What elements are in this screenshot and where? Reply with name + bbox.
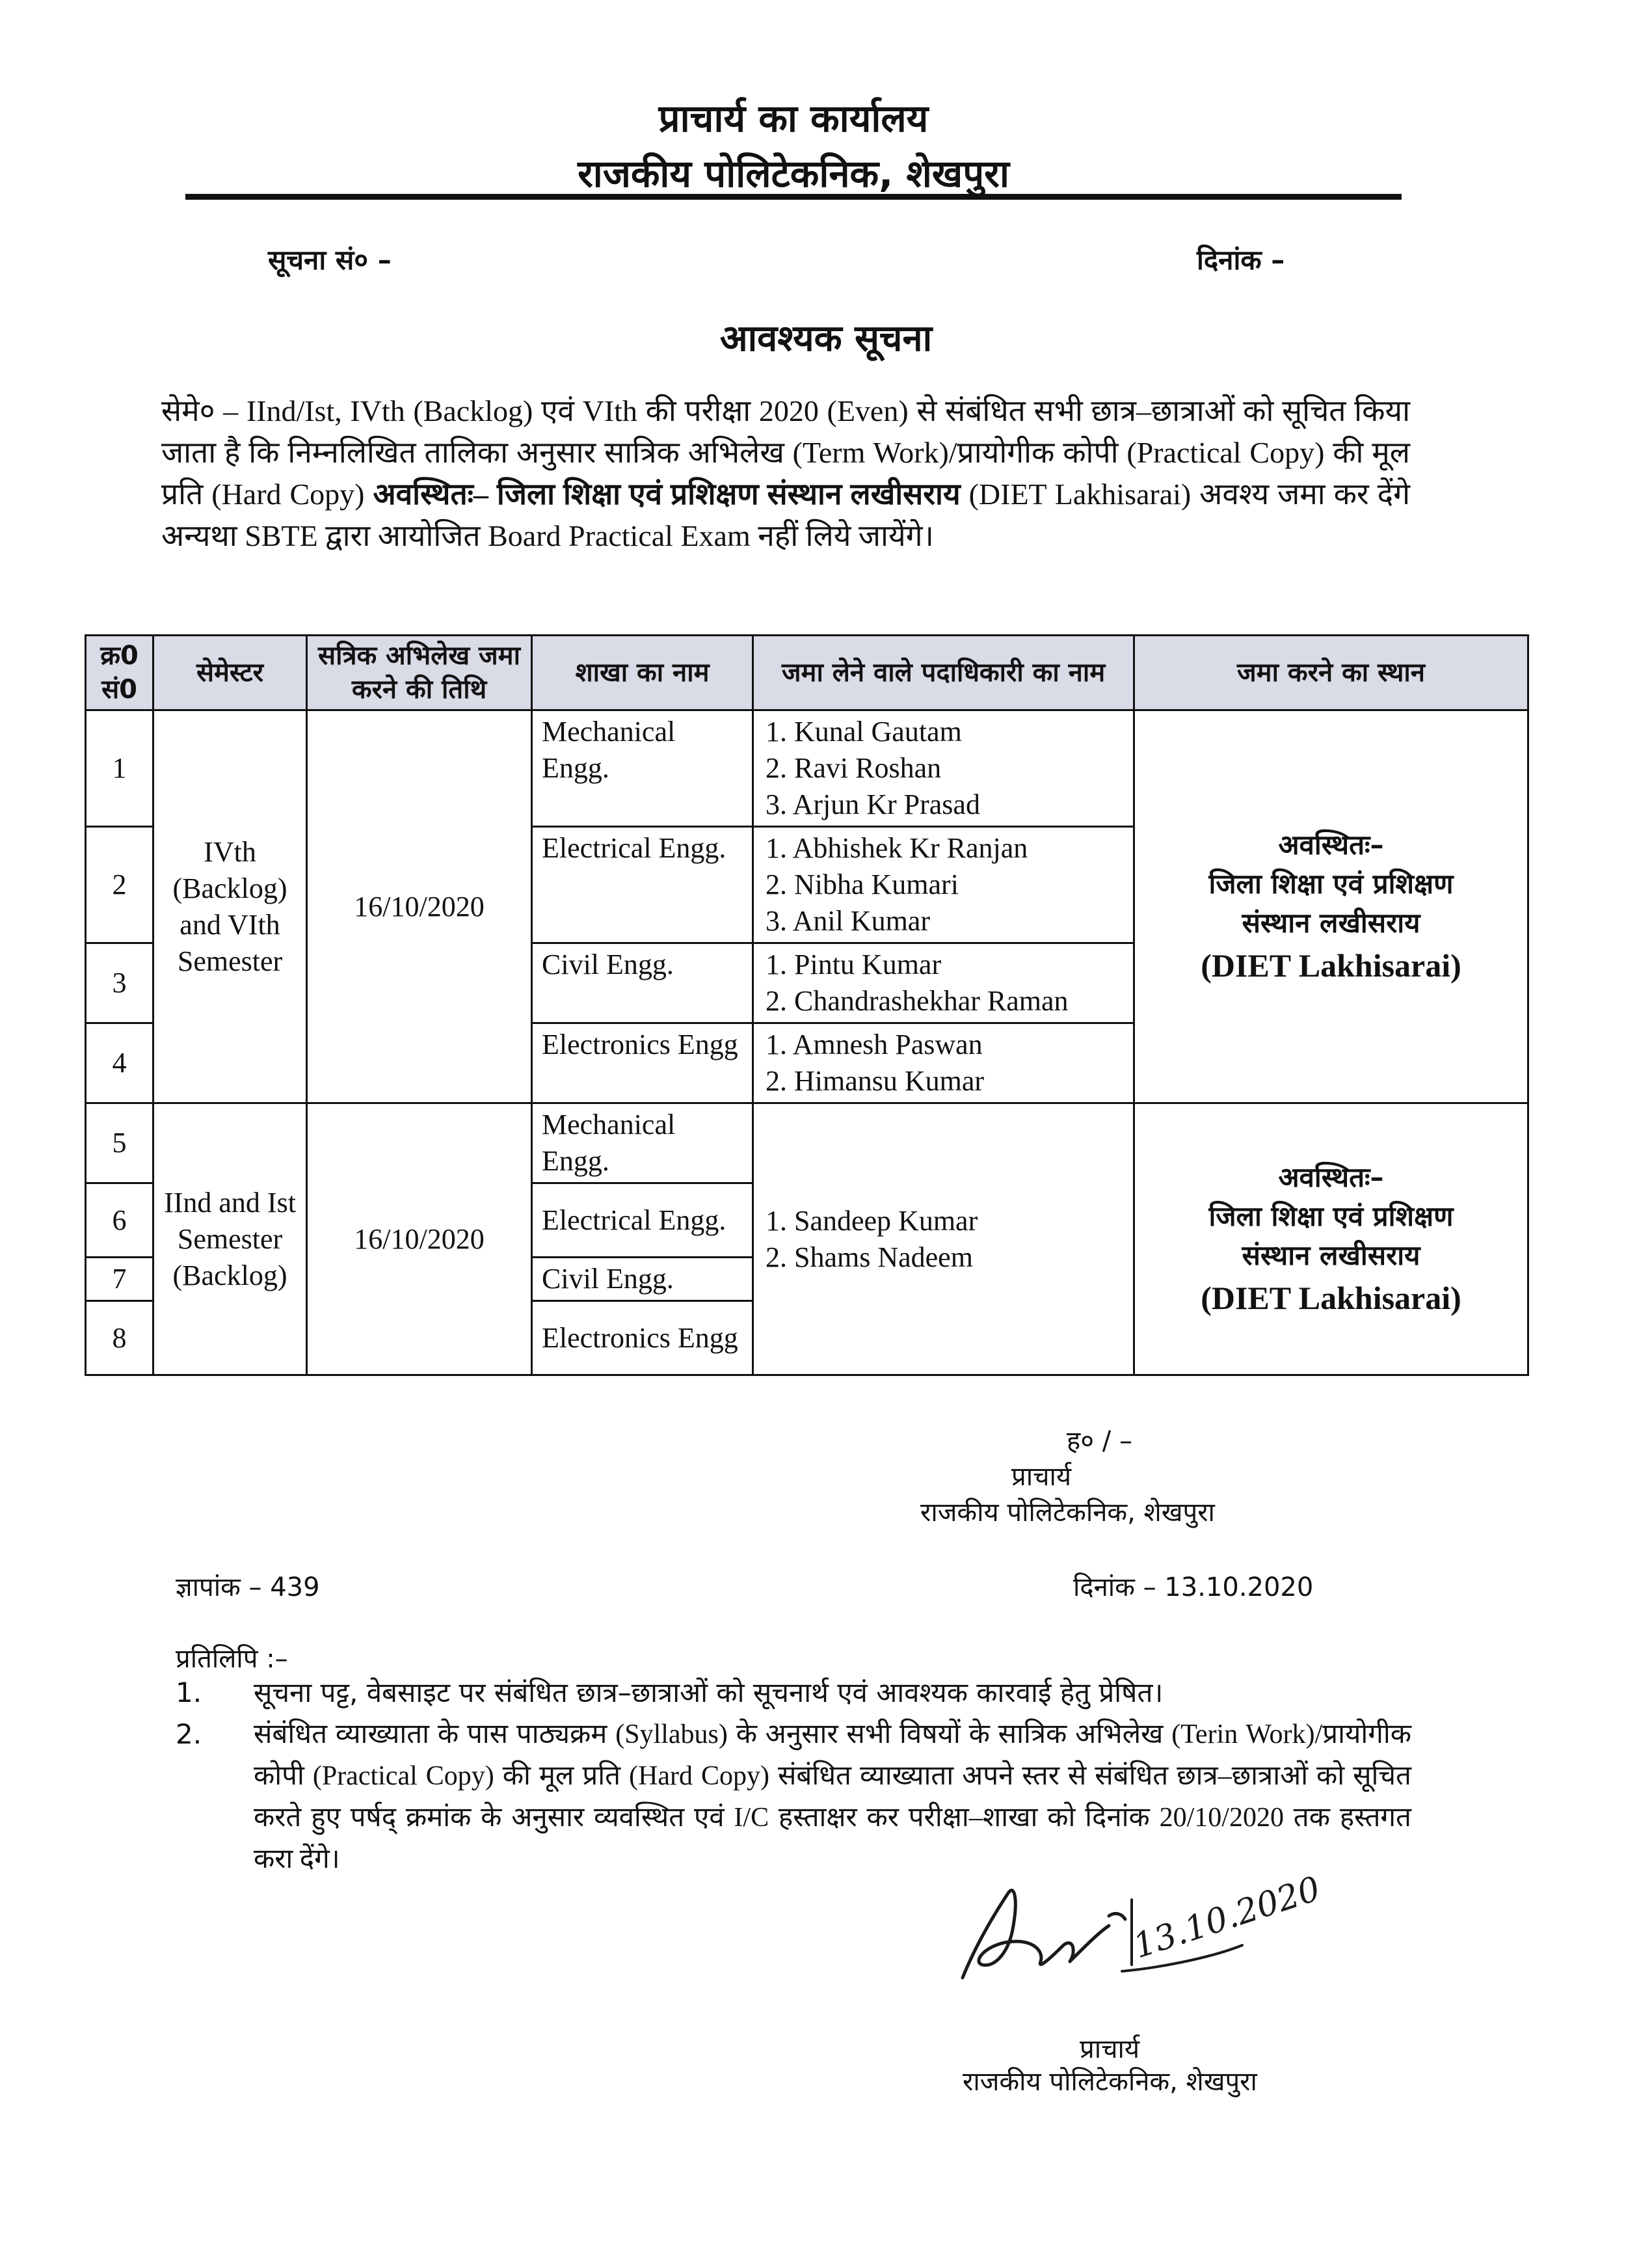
- header-place: जमा करने का स्थान: [1134, 636, 1528, 710]
- official-name: 3. Arjun Kr Prasad: [766, 788, 980, 820]
- header-rule: [185, 194, 1402, 200]
- intro-text-1: सेमे० – IInd/Ist, IVth (Backlog) एवं VIth की परीक्षा 2020 (Even) से संबंधित सभी छात्र–छात्राओं को सूचित किया जाता है कि निम्नलिखित तालिका अनुसार सात्रिक अभिलेख (Term Work)/प्रायोगीक कोपी (Practical Copy) की मूल प्रति (Hard Copy): [161, 394, 1410, 511]
- notice-heading: आवश्यक सूचना: [719, 317, 933, 360]
- list-item-text: संबंधित व्याख्याता के पास पाठ्यक्रम (Syllabus) के अनुसार सभी विषयों के सात्रिक अभिलेख (Terin Work)/प्रायोगीक कोपी (Practical Copy) की मूल प्रति (Hard Copy) संबंधित व्याख्याता अपने स्तर से संबंधित छात्र–छात्राओं को सूचित करते हुए पर्षद् क्रमांक के अनुसार व्यवस्थित एवं I/C हस्ताक्षर कर परीक्षा–शाखा को दिनांक 20/10/2020 तक हस्तगत करा देंगे।: [254, 1719, 1411, 1874]
- official-name: 2. Shams Nadeem: [766, 1241, 973, 1273]
- place-institute-town: संस्थान लखीसराय: [1242, 1239, 1420, 1271]
- branch-cell: Mechanical Engg.: [532, 710, 753, 827]
- official-name: 2. Nibha Kumari: [766, 869, 959, 900]
- officials-cell: [753, 1023, 1134, 1103]
- serial-number: 2: [86, 827, 153, 943]
- memo-number: ज्ञापांक – 439: [176, 1572, 320, 1602]
- semester-cell: IInd and Ist Semester (Backlog): [153, 1103, 307, 1375]
- handwritten-date: 13.10.2020: [1128, 1869, 1326, 1967]
- officials-cell: [753, 1103, 1134, 1375]
- place-location-label: अवस्थितः–: [1278, 828, 1384, 861]
- branch-cell: Electronics Engg: [532, 1023, 753, 1103]
- serial-number: 7: [86, 1258, 153, 1301]
- principal-college: राजकीय पोलिटेकनिक, शेखपुरा: [963, 2067, 1257, 2097]
- branch-cell: Mechanical Engg.: [532, 1103, 753, 1183]
- date-cell: 16/10/2020: [307, 1103, 532, 1375]
- handwritten-signature: [937, 1854, 1326, 2004]
- list-item: [176, 1672, 1411, 1714]
- serial-number: 6: [86, 1183, 153, 1258]
- copy-list: [176, 1672, 1411, 1880]
- place-institute-name: जिला शिक्षा एवं प्रशिक्षण: [1208, 1200, 1454, 1232]
- list-item-number: 2.: [176, 1718, 202, 1750]
- official-name: 1. Abhishek Kr Ranjan: [766, 832, 1028, 864]
- official-name: 2. Ravi Roshan: [766, 752, 942, 784]
- official-name: 3. Anil Kumar: [766, 905, 930, 937]
- table-row: [86, 710, 1528, 827]
- serial-number: 5: [86, 1103, 153, 1183]
- officials-cell: [753, 943, 1134, 1023]
- header-serial: क्र0 सं0: [86, 636, 153, 710]
- header-date-label: दिनांक –: [1197, 244, 1285, 276]
- official-name: 1. Amnesh Paswan: [766, 1029, 983, 1060]
- place-english-name: (DIET Lakhisarai): [1201, 947, 1461, 984]
- table-row: [86, 1103, 1528, 1183]
- officials-cell: [753, 827, 1134, 943]
- serial-number: 4: [86, 1023, 153, 1103]
- list-item-number: 1.: [176, 1677, 202, 1708]
- office-title: प्राचार्य का कार्यालय: [658, 96, 929, 141]
- place-english-name: (DIET Lakhisarai): [1201, 1279, 1461, 1316]
- branch-cell: Electronics Engg: [532, 1301, 753, 1375]
- header-officials: जमा लेने वाले पदाधिकारी का नाम: [753, 636, 1134, 710]
- principal-designation: प्राचार्य: [1080, 2034, 1140, 2064]
- official-name: 2. Chandrashekhar Raman: [766, 985, 1069, 1017]
- official-name: 1. Kunal Gautam: [766, 716, 962, 748]
- principal-college: राजकीय पोलिटेकनिक, शेखपुरा: [920, 1498, 1215, 1528]
- table-header-row: [86, 636, 1528, 710]
- branch-cell: Civil Engg.: [532, 943, 753, 1023]
- schedule-table: [85, 634, 1529, 1376]
- date-cell: 16/10/2020: [307, 710, 532, 1103]
- principal-designation: प्राचार्य: [1011, 1462, 1072, 1492]
- header-branch: शाखा का नाम: [532, 636, 753, 710]
- header-submission-date: सत्रिक अभिलेख जमा करने की तिथि: [307, 636, 532, 710]
- place-institute-town: संस्थान लखीसराय: [1242, 906, 1420, 939]
- branch-cell: Civil Engg.: [532, 1258, 753, 1301]
- notice-number-label: सूचना सं० –: [268, 244, 392, 276]
- college-name: राजकीय पोलिटेकनिक, शेखपुरा: [578, 152, 1009, 196]
- place-location-label: अवस्थितः–: [1278, 1161, 1384, 1193]
- intro-paragraph: [161, 390, 1410, 557]
- officials-cell: [753, 710, 1134, 827]
- branch-cell: Electrical Engg.: [532, 827, 753, 943]
- official-name: 2. Himansu Kumar: [766, 1065, 985, 1097]
- official-name: 1. Sandeep Kumar: [766, 1204, 978, 1237]
- semester-cell: IVth (Backlog) and VIth Semester: [153, 710, 307, 1103]
- signed-mark: ह० / –: [1067, 1426, 1132, 1456]
- place-cell: [1134, 1103, 1528, 1375]
- official-name: 1. Pintu Kumar: [766, 949, 942, 980]
- branch-cell: Electrical Engg.: [532, 1183, 753, 1258]
- list-item-text: सूचना पट्ट, वेबसाइट पर संबंधित छात्र–छात्राओं को सूचनार्थ एवं आवश्यक कारवाई हेतु प्रेषित।: [254, 1677, 1164, 1708]
- copy-label: प्रतिलिपि :–: [176, 1644, 288, 1674]
- memo-date: दिनांक – 13.10.2020: [1073, 1572, 1314, 1602]
- intro-bold-location: अवस्थितः– जिला शिक्षा एवं प्रशिक्षण संस्थान लखीसराय: [373, 478, 961, 511]
- serial-number: 1: [86, 710, 153, 827]
- serial-number: 8: [86, 1301, 153, 1375]
- serial-number: 3: [86, 943, 153, 1023]
- intro-text-2: (DIET Lakhisarai) अवश्य जमा कर देंगे अन्यथा SBTE द्वारा आयोजित Board Practical Exam नहीं लिये जायेंगे।: [161, 478, 1410, 552]
- place-cell: [1134, 710, 1528, 1103]
- place-institute-name: जिला शिक्षा एवं प्रशिक्षण: [1208, 867, 1454, 900]
- header-semester: सेमेस्टर: [153, 636, 307, 710]
